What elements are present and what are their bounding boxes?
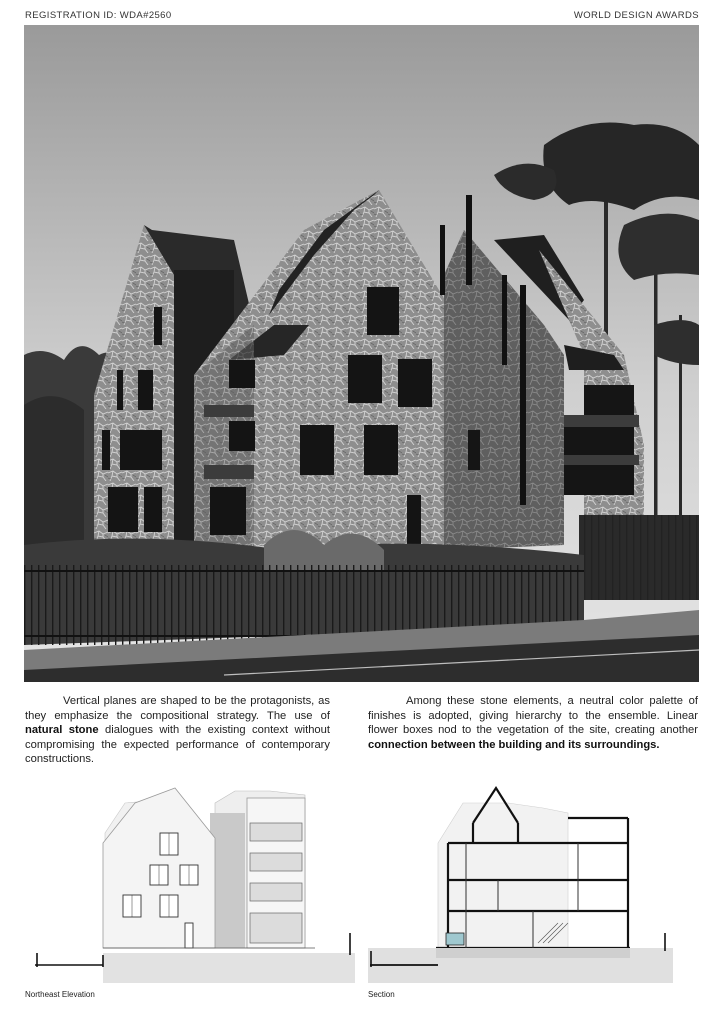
description-left: Vertical planes are shaped to be the protagonists, as they emphasize the compositional strategy. The use of natural stone dialogues with the existing context without compromising the expected performance of contemporary constructions.	[25, 695, 330, 766]
section-drawing	[368, 783, 698, 988]
award-title: WORLD DESIGN AWARDS	[573, 10, 699, 21]
northeast-elevation-drawing	[25, 783, 360, 988]
registration-id: REGISTRATION ID: WDA#2560	[25, 10, 172, 21]
caption-elevation: Northeast Elevation	[25, 990, 95, 999]
hero-rendering	[24, 25, 699, 682]
description-right: Among these stone elements, a neutral color palette of finishes is adopted, giving hierarchy to the ensemble. Linear flower boxes nod to the vegetation of the site, creating another connection between the building and its surroundings.	[368, 695, 698, 751]
caption-section: Section	[368, 990, 395, 999]
